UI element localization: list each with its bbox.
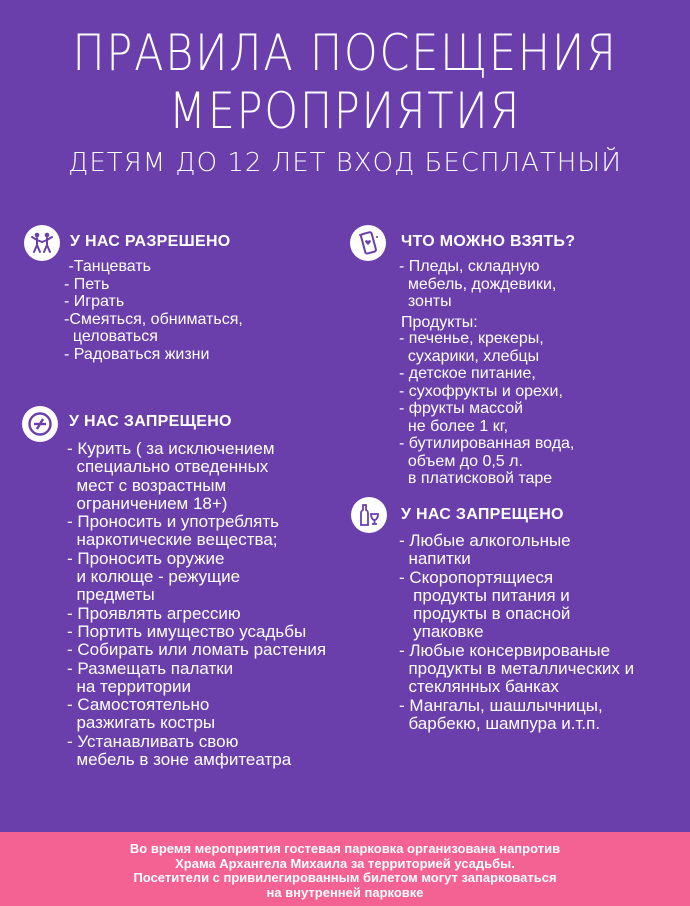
list-item: - фрукты массой bbox=[399, 400, 524, 417]
allowed-section-title: У НАС РАЗРЕШЕНО bbox=[70, 233, 231, 250]
list-item: - Проявлять агрессию bbox=[67, 603, 241, 623]
dancing-people-icon bbox=[24, 225, 60, 261]
footer-line-3: Посетители с привилегированным билетом могут запарковаться bbox=[133, 870, 557, 885]
list-item: на территории bbox=[67, 676, 191, 696]
forbidden-food-section-title: У НАС ЗАПРЕЩЕНО bbox=[401, 506, 564, 523]
list-item: предметы bbox=[67, 585, 155, 605]
list-item: - Размещать палатки bbox=[67, 658, 234, 678]
list-item: - Собирать или ломать растения bbox=[67, 640, 327, 660]
list-item: стеклянных банках bbox=[399, 677, 559, 697]
list-item: - Скоропортящиеся bbox=[399, 567, 554, 587]
page-subtitle: ДЕТЯМ ДО 12 ЛЕТ ВХОД БЕСПЛАТНЫЙ bbox=[68, 148, 622, 178]
list-item: мебель в зоне амфитеатра bbox=[67, 750, 292, 770]
list-item: в платисковой таре bbox=[399, 470, 553, 487]
list-item: специально отведенных bbox=[67, 457, 269, 477]
list-item: продукты в опасной bbox=[399, 604, 571, 624]
list-item: - печенье, крекеры, bbox=[399, 330, 544, 347]
list-item: продукты питания и bbox=[399, 585, 570, 605]
parking-footer bbox=[0, 832, 690, 906]
list-item: объем до 0,5 л. bbox=[399, 452, 523, 470]
list-item: и колюще - режущие bbox=[67, 567, 241, 587]
list-item: - Курить ( за исключением bbox=[67, 439, 275, 458]
list-item: не более 1 кг, bbox=[399, 417, 509, 435]
products-label: Продукты: bbox=[401, 314, 478, 331]
list-item: сухарики, хлебцы bbox=[399, 347, 540, 365]
list-item: - Любые алкогольные bbox=[399, 531, 571, 550]
list-item: - Проносить и употреблять bbox=[67, 512, 279, 532]
list-item: - Петь bbox=[64, 275, 110, 293]
list-item: разжигать костры bbox=[67, 713, 216, 733]
footer-line-2: Храма Архангела Михаила за территорией усадьбы. bbox=[175, 855, 515, 871]
list-item: -Смеяться, обниматься, bbox=[64, 310, 243, 328]
list-item: - Любые консервированые bbox=[399, 640, 611, 660]
list-item: - Самостоятельно bbox=[67, 695, 210, 715]
bring-section-title: ЧТО МОЖНО ВЗЯТЬ? bbox=[401, 233, 576, 250]
no-smoking-icon bbox=[22, 406, 58, 442]
forbidden-list bbox=[67, 440, 326, 769]
list-item: барбекю, шампура и.т.п. bbox=[399, 713, 601, 733]
wine-bottle-icon bbox=[351, 497, 387, 533]
bring-items-list bbox=[399, 258, 556, 311]
list-item: напитки bbox=[399, 549, 471, 569]
list-item: - детское питание, bbox=[399, 365, 536, 382]
list-item: - Радоваться жизни bbox=[64, 345, 210, 363]
list-item: - сухофрукты и орехи, bbox=[399, 382, 563, 400]
list-item: упаковке bbox=[399, 622, 484, 642]
page-title-line-2: МЕРОПРИЯТИЯ bbox=[168, 82, 522, 140]
list-item: мест с возрастным bbox=[67, 475, 227, 495]
list-item: - Портить имущество усадьбы bbox=[67, 621, 307, 641]
list-item: - Мангалы, шашлычницы, bbox=[399, 695, 603, 715]
footer-line-1: Во время мероприятия гостевая парковка организована напротив bbox=[129, 841, 561, 856]
list-item: - Играть bbox=[64, 293, 125, 310]
list-item: зонты bbox=[399, 293, 452, 310]
list-item: мебель, дождевики, bbox=[399, 275, 557, 293]
page-title-line-1: ПРАВИЛА ПОСЕЩЕНИЯ bbox=[72, 24, 618, 82]
list-item: - Пледы, складную bbox=[399, 258, 540, 275]
forbidden-section-title: У НАС ЗАПРЕЩЕНО bbox=[69, 413, 232, 430]
list-item: - бутилированная вода, bbox=[399, 435, 575, 452]
list-item: - Устанавливать свою bbox=[67, 731, 239, 751]
list-item: - Проносить оружие bbox=[67, 548, 225, 568]
phone-heart-icon bbox=[350, 225, 386, 261]
list-item: целоваться bbox=[64, 328, 158, 345]
list-item: наркотические вещества; bbox=[67, 530, 278, 550]
list-item: -Танцевать bbox=[64, 258, 151, 275]
list-item: продукты в металлических и bbox=[399, 659, 635, 679]
list-item: ограничением 18+) bbox=[67, 493, 228, 513]
allowed-list bbox=[64, 258, 243, 363]
products-list bbox=[399, 330, 574, 488]
forbidden-food-list bbox=[399, 532, 634, 733]
footer-line-4: на внутренней парковке bbox=[266, 884, 424, 900]
